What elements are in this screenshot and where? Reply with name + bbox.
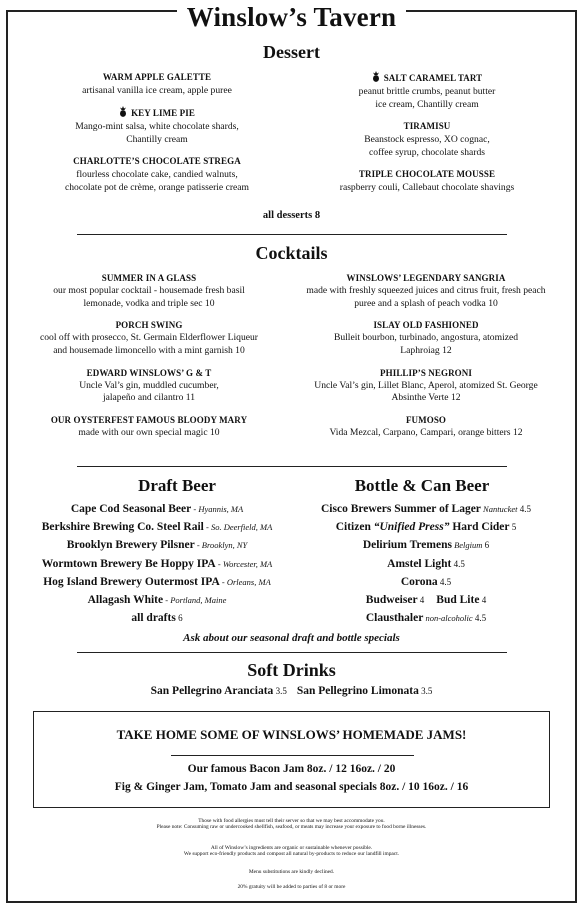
cocktail-desc: Laphroiag 12 [400,344,452,356]
dessert-item-name: CHARLOTTE’S CHOCOLATE STREGA [73,156,241,166]
dessert-item-name: TRIPLE CHOCOLATE MOUSSE [358,169,496,179]
draft-beer-heading: Draft Beer [138,476,216,495]
dessert-item-desc: peanut brittle crumbs, peanut butter [358,86,496,97]
soft-drink-name: San Pellegrino Limonata [296,685,419,697]
cocktail-item [16,414,282,440]
divider [77,652,507,653]
beer-origin: - So. Deerfield, MA [203,522,273,533]
dessert-item-name: KEY LIME PIE [131,108,195,118]
dessert-item-name: TIRAMISU [403,121,451,131]
soft-drinks-line [0,685,583,697]
dessert-item-name-row [302,71,552,85]
beer-price: 5 [509,522,517,533]
beer-price: 4.5 [517,504,531,514]
fine-print-line: Those with food allergies must tell their server so that we may best accommodate you. [198,818,385,824]
dessert-item-name-row [32,106,282,120]
beer-origin: - Orleans, MA [219,576,271,587]
dessert-item [302,71,552,111]
jams-title: TAKE HOME SOME OF WINSLOWS’ HOMEMADE JAMS! [116,727,467,742]
bottle-beer-item [296,573,556,591]
cocktail-desc: our most popular cocktail - housemade fresh basil [53,284,245,296]
beer-price: 4.5 [472,613,487,624]
soft-drink-name: San Pellegrino Aranciata [150,685,274,697]
bottle-beer-list [296,500,556,627]
seasonal-specials-note: Ask about our seasonal draft and bottle specials [183,632,400,644]
cocktails-heading: Cocktails [255,243,328,263]
cocktail-name: SUMMER IN A GLASS [101,273,197,283]
dessert-item-desc: chocolate pot de crème, orange patisserie cream [64,182,250,193]
dessert-item [32,71,282,97]
draft-price-value: 6 [175,613,183,624]
cocktail-item [288,367,564,405]
fine-print-line: All of Winslow’s ingredients are organic or sustainable whenever possible. [210,845,373,851]
draft-beer-item [14,500,300,518]
beer-name: Allagash White [87,594,164,607]
beer-origin: - Worcester, MA [215,558,273,569]
cocktail-desc: Uncle Val’s gin, muddled cucumber, [79,379,219,391]
draft-price [14,609,300,627]
cocktail-desc: made with freshly squeezed juices and citrus fruit, fresh peach [306,284,546,296]
cocktail-desc: cool off with prosecco, St. Germain Elderflower Liqueur [39,332,258,344]
cocktail-desc: Vida Mezcal, Carpano, Campari, orange bitters 12 [329,426,523,438]
dessert-item [32,106,282,146]
dessert-item [302,120,552,159]
cocktail-desc: Absinthe Verte 12 [391,392,461,404]
pineapple-icon [372,71,380,82]
beer-origin: Nantucket [480,504,518,514]
cocktail-desc: jalapeño and cilantro 11 [102,392,196,404]
menu-title-text: Winslow’s Tavern [177,2,407,32]
frame-border-right [575,10,577,903]
beer-name: Berkshire Brewing Co. Steel Rail [41,521,204,534]
dessert-item-desc: Chantilly cream [126,134,188,145]
beer-name: Hog Island Brewery Outermost IPA [43,575,220,588]
cocktail-name: EDWARD WINSLOWS’ G & T [86,367,212,378]
cocktail-desc: and housemade limoncello with a mint garnish 10 [53,344,245,356]
beer-name: Clausthaler [365,612,424,625]
dessert-item [302,168,552,194]
jams-fig-line: Fig & Ginger Jam, Tomato Jam and seasonal specials 8oz. / 10 16oz. / 16 [114,781,469,793]
fine-print-gratuity: 20% gratuity will be added to parties of 8 or more [237,884,346,890]
cocktail-item [288,272,564,310]
cocktails-right-column [288,272,564,449]
soft-drinks-heading: Soft Drinks [247,660,336,680]
fine-print-line: Please note: Consuming raw or undercooked shellfish, seafood, or meats may increase your exposure to food borne illnesses. [156,824,427,831]
beer-name: Delirium Tremens [362,539,452,552]
beer-origin: - Portland, Maine [163,595,227,606]
beer-name: Amstel Light [387,557,452,570]
draft-beer-list [14,500,300,627]
cocktail-item [16,367,282,405]
bottle-beer-item [296,500,556,518]
cocktails-left-column [16,272,282,449]
pineapple-icon [119,106,127,117]
beer-price: 4 [479,595,487,606]
divider [77,234,507,235]
draft-beer-item [14,591,300,609]
cocktail-name: PHILLIP’S NEGRONI [380,367,472,378]
beer-name: Wormtown Brewery Be Hoppy IPA [41,557,216,570]
dessert-right-column [302,71,552,203]
dessert-item-desc: Mango-mint salsa, white chocolate shards, [75,121,239,132]
draft-beer-item [14,536,300,554]
dessert-item-desc: Beanstock espresso, XO cognac, [364,134,490,145]
frame-border-left [6,10,8,903]
draft-beer-item [14,555,300,573]
draft-price-label: all drafts [131,612,176,625]
frame-border-bottom [6,901,577,903]
soft-drink-price: 3.5 [273,686,287,696]
menu-title [0,2,583,33]
cocktail-name: FUMOSO [405,415,447,426]
cocktail-desc: puree and a splash of peach vodka 10 [354,297,498,309]
beer-price: 4 [417,595,425,606]
beer-price: 4.5 [451,558,465,569]
dessert-price-note: all desserts 8 [262,210,321,221]
soft-drink-price: 3.5 [418,686,433,696]
beer-name: Cape Cod Seasonal Beer [70,503,192,515]
bottle-beer-item [296,536,556,554]
fine-print-subs: Menu substitutions are kindly declined. [248,869,335,875]
fine-print-line: We support eco-friendly products and compost all natural by-products to reduce our landfill impact. [183,851,400,858]
cocktail-name: PORCH SWING [115,320,183,331]
dessert-item-desc: ice cream, Chantilly cream [375,99,479,110]
beer-name: Budweiser [365,594,418,607]
dessert-heading: Dessert [263,42,320,62]
beer-price: 4.5 [437,576,452,587]
bottle-beer-item [296,518,556,536]
beer-price: 6 [482,540,490,551]
dessert-left-column [32,71,282,203]
cocktail-desc: Uncle Val’s gin, Lillet Blanc, Aperol, atomized St. George [314,379,538,391]
draft-beer-item [14,573,300,591]
cocktail-name: OUR OYSTERFEST FAMOUS BLOODY MARY [50,415,248,426]
cocktail-item [288,319,564,357]
beer-origin: Belgium [451,540,483,551]
divider [171,755,414,756]
cocktail-desc: Bulleit bourbon, turbinado, angostura, atomized [333,332,519,344]
cocktail-desc: lemonade, vodka and triple sec 10 [83,297,215,309]
beer-name: Corona [400,575,438,588]
beer-name: Citizen [335,521,374,534]
fine-print-eco [0,845,583,858]
dessert-item-desc: raspberry couli, Callebaut chocolate shavings [339,182,515,193]
cocktail-name: ISLAY OLD FASHIONED [373,320,479,331]
beer-name: Brooklyn Brewery Pilsner [66,539,195,552]
beer-name: Bud Lite [436,594,480,607]
cocktail-name: WINSLOWS’ LEGENDARY SANGRIA [346,273,506,283]
divider [77,466,507,467]
bottle-beer-item [296,555,556,573]
beer-name: Cisco Brewers Summer of Lager [321,503,481,515]
beer-name: Hard Cider [449,521,510,534]
bottle-beer-item [296,591,556,609]
fine-print-allergy [0,818,583,831]
cocktail-desc: made with our own special magic 10 [78,426,220,438]
cocktail-item [288,414,564,440]
dessert-item [32,155,282,194]
cocktail-item [16,272,282,310]
bottle-beer-heading: Bottle & Can Beer [354,476,490,495]
dessert-item-desc: coffee syrup, chocolate shards [369,147,485,158]
beer-origin: - Brooklyn, NY [194,540,248,551]
draft-beer-item [14,518,300,536]
dessert-item-desc: flourless chocolate cake, candied walnuts, [76,169,238,180]
dessert-item-name: WARM APPLE GALETTE [102,72,212,82]
dessert-item-desc: artisanal vanilla ice cream, apple puree [82,85,232,96]
jams-bacon-line: Our famous Bacon Jam 8oz. / 12 16oz. / 20 [187,763,396,775]
cocktail-item [16,319,282,357]
dessert-item-name: SALT CARAMEL TART [383,73,483,83]
bottle-beer-item [296,609,556,627]
beer-origin: - Hyannis, MA [191,504,244,514]
jams-box [33,711,550,808]
beer-name-italic: “Unified Press” [373,521,450,534]
beer-origin: non-alcoholic [423,613,473,624]
